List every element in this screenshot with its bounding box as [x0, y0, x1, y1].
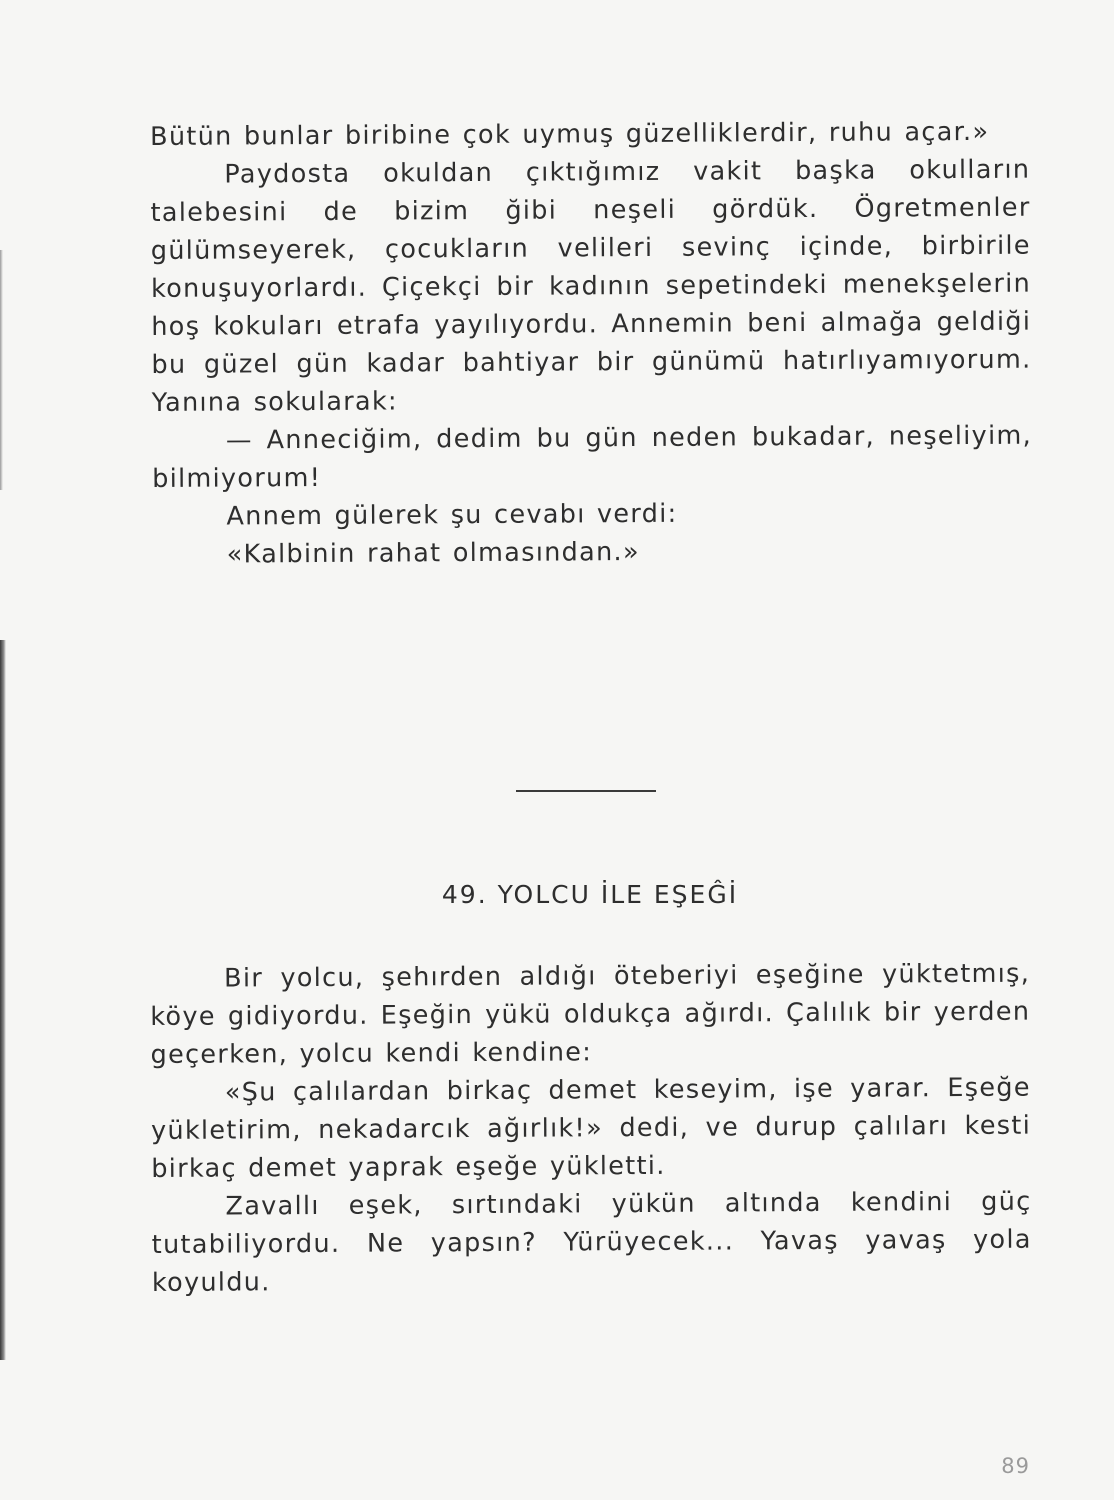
story-text-block — [150, 955, 1032, 1302]
top-text-block — [150, 113, 1033, 574]
dialogue-line: — Anneciğim, dedim bu gün neden bukadar, neşeliyim, bilmiyorum! — [152, 420, 1033, 494]
binding-shadow — [0, 250, 3, 490]
dialogue-line: «Kalbinin rahat olmasından.» — [226, 537, 640, 570]
section-title: 49. YOLCU İLE EŞEĜİ — [441, 880, 739, 909]
book-page — [150, 116, 1033, 1488]
paragraph: «Şu çalılardan birkaç demet keseyim, işe yarar. Eşeğe yükletirim, nekadarcık ağırlık!» dedi, ve durup çalıları kesti birkaç demet yaprak eşeğe yükletti. — [150, 1072, 1032, 1184]
paragraph: Paydosta okuldan çıktığımız vakit başka okulların talebesini de bizim ğibi neşeli gördük. Ögretmenler gülümseyerek, çocukların velileri sevinç içinde, birbirile konuşuyorlardı. Çiçekçi bir kadının sepetindeki menekşelerin hoş kokuları etrafa yayılıyordu. Annemin beni almağa geldiği bu güzel gün kadar bahtiyar bir günümü hatırlıyamıyorum. Yanına sokularak: — [150, 154, 1032, 418]
section-divider — [516, 790, 656, 792]
paragraph: Bütün bunlar biribine çok uymuş güzelliklerdir, ruhu açar.» — [150, 116, 990, 152]
binding-shadow — [0, 640, 6, 1360]
paragraph: Zavallı eşek, sırtındaki yükün altında kendini güç tutabiliyordu. Ne yapsın? Yürüyecek... Yavaş yavaş yola koyuldu. — [151, 1186, 1032, 1298]
page-number: 89 — [1001, 1454, 1030, 1478]
dialogue-line: Annem gülerek şu cevabı verdi: — [226, 498, 678, 532]
paragraph: Bir yolcu, şehırden aldığı öteberiyi eşeğine yüktetmış, köye gidiyordu. Eşeğin yükü oldukça ağırdı. Çalılık bir yerden geçerken, yolcu kendi kendine: — [150, 958, 1031, 1070]
